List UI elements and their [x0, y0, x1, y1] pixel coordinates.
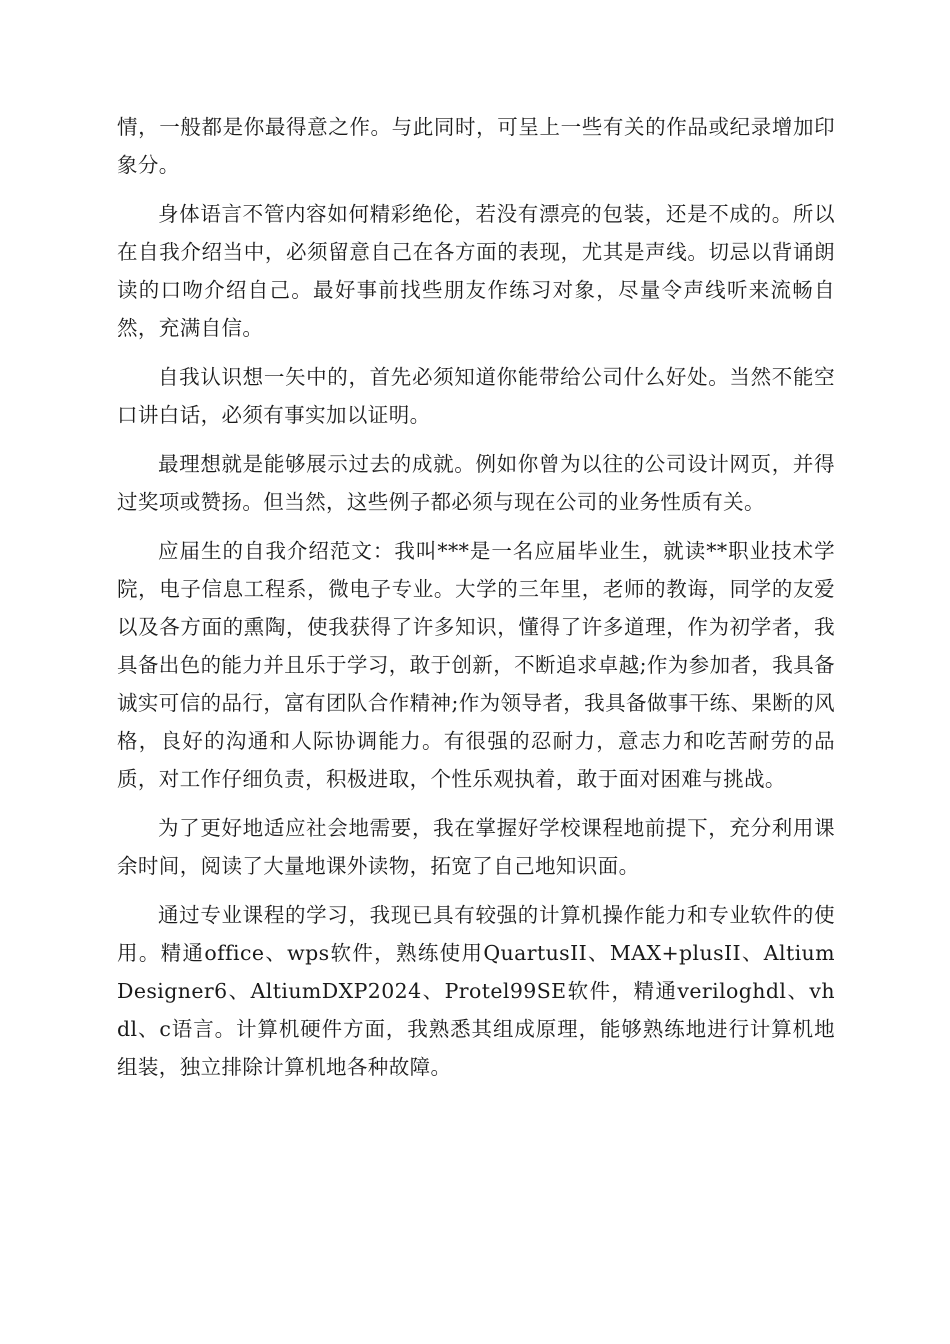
paragraph-graduate-sample: 应届生的自我介绍范文：我叫***是一名应届毕业生，就读**职业技术学院，电子信息工程系，微电子专业。大学的三年里，老师的教诲，同学的友爱以及各方面的熏陶，使我获得了许多知识，懂得了许多道理，作为初学者，我具备出色的能力并且乐于学习，敢于创新，不断追求卓越;作为参加者，我具备诚实可信的品行，富有团队合作精神;作为领导者，我具备做事干练、果断的风格，良好的沟通和人际协调能力。有很强的忍耐力，意志力和吃苦耐劳的品质，对工作仔细负责，积极进取，个性乐观执着，敢于面对困难与挑战。 — [117, 539, 835, 791]
paragraph-self-awareness: 自我认识想一矢中的，首先必须知道你能带给公司什么好处。当然不能空口讲白话，必须有事实加以证明。 — [117, 365, 835, 427]
paragraph-achievements: 最理想就是能够展示过去的成就。例如你曾为以往的公司设计网页，并得过奖项或赞扬。但当然，这些例子都必须与现在公司的业务性质有关。 — [117, 452, 835, 514]
document-body — [117, 108, 835, 1097]
paragraph-body-language: 身体语言不管内容如何精彩绝伦，若没有漂亮的包装，还是不成的。所以在自我介绍当中，必须留意自己在各方面的表现，尤其是声线。切忌以背诵朗读的口吻介绍自己。最好事前找些朋友作练习对象，尽量令声线听来流畅自然，充满自信。 — [117, 202, 835, 340]
paragraph-social-needs: 为了更好地适应社会地需要，我在掌握好学校课程地前提下，充分利用课余时间，阅读了大量地课外读物，拓宽了自己地知识面。 — [117, 816, 835, 878]
paragraph-computer-skills: 通过专业课程的学习，我现已具有较强的计算机操作能力和专业软件的使用。精通office、wps软件，熟练使用QuartusII、MAX+plusII、AltiumDesigner6、AltiumDXP2024、Protel99SE软件，精通veriloghdl、vhdl、c语言。计算机硬件方面，我熟悉其组成原理，能够熟练地进行计算机地组装，独立排除计算机地各种故障。 — [117, 903, 835, 1079]
paragraph-continuation: 情，一般都是你最得意之作。与此同时，可呈上一些有关的作品或纪录增加印象分。 — [117, 115, 835, 177]
